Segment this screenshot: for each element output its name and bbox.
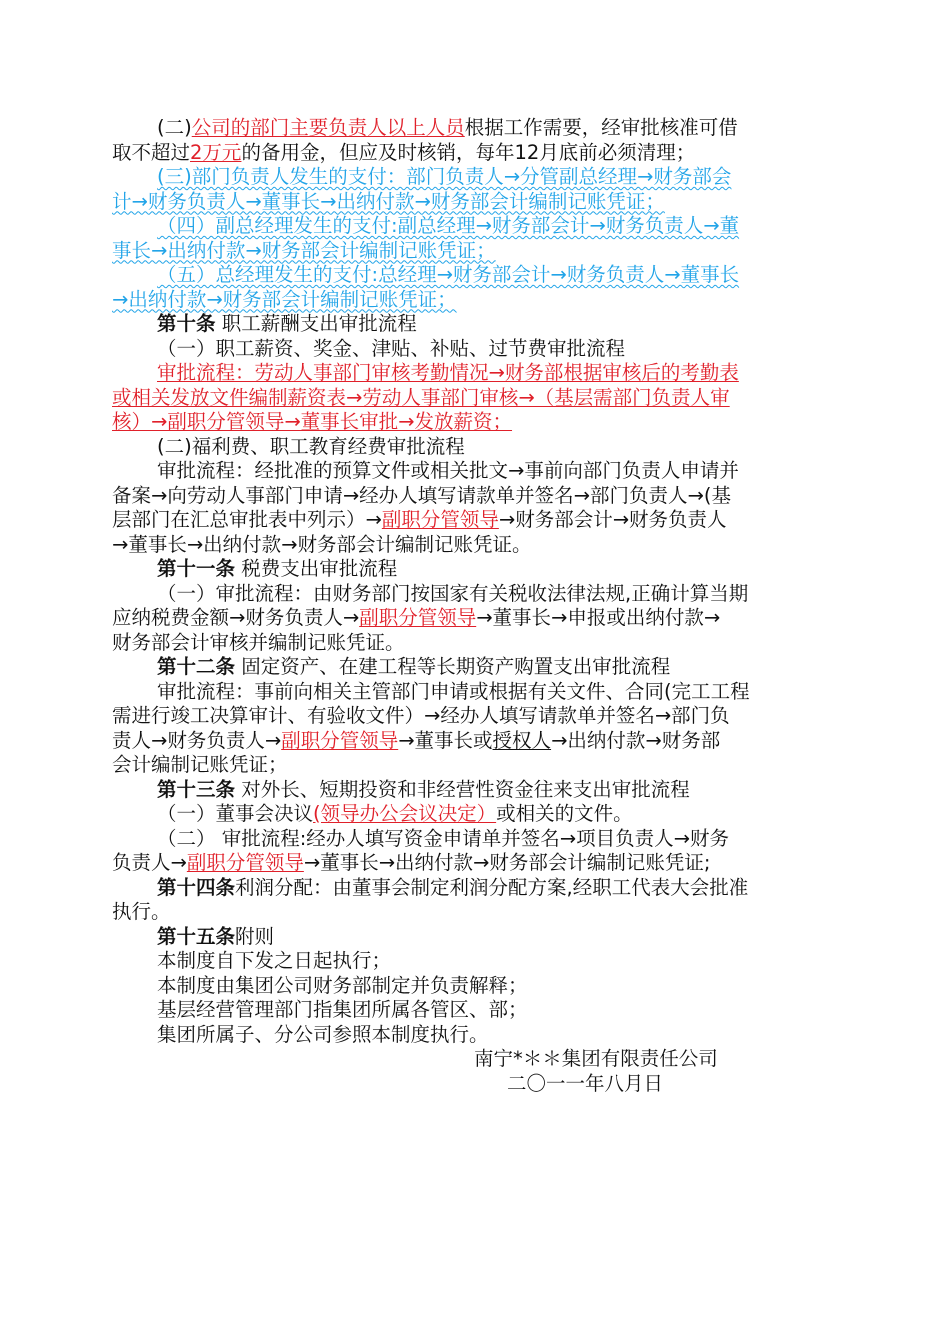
article-12-heading: [112, 655, 842, 680]
text: 需进行竣工决算审计、有验收文件）→经办人填写请款单并签名→部门负: [112, 704, 730, 727]
article-title: 固定资产、在建工程等长期资产购置支出审批流程: [241, 655, 671, 678]
subheading: (二)福利费、职工教育经费审批流程: [157, 434, 465, 458]
art11-line3: [112, 631, 842, 656]
art10-f2-line3: [112, 508, 842, 533]
art10-flow-line2: [112, 386, 842, 411]
text: →董事长或: [398, 728, 493, 752]
underlined-authorized-person: 授权人: [492, 728, 552, 752]
text: →董事长→出纳付款→财务部会计编制记账凭证。: [112, 532, 532, 556]
art13-sub1: [112, 802, 842, 827]
art12-line4: [112, 753, 842, 778]
article-number: 第十三条: [157, 777, 236, 801]
text: 备案→向劳动人事部门申请→经办人填写请款单并签名→部门负责人→(基: [112, 483, 731, 507]
paragraph-item2-line2: [112, 141, 842, 166]
subheading: （一）职工薪资、奖金、津贴、补贴、过节费审批流程: [157, 336, 626, 360]
art10-flow-line3: [112, 410, 842, 435]
article-number: 第十二条: [157, 655, 236, 678]
article-10-heading: [112, 312, 842, 337]
text: 执行。: [112, 900, 171, 923]
paragraph-item3-line2: [112, 190, 842, 215]
art10-sub1: [112, 337, 842, 362]
text: 审批流程：经批准的预算文件或相关批文→事前向部门负责人申请并: [157, 459, 739, 482]
document-page: [112, 116, 842, 1096]
article-number: 第十五条: [157, 924, 236, 948]
art13-sub2-line1: [112, 827, 842, 852]
text: （一）审批流程：由财务部门按国家有关税收法律法规,正确计算当期: [157, 581, 749, 605]
art12-line1: [112, 680, 842, 705]
text: （一）董事会决议: [157, 802, 314, 825]
text: 根据工作需要，经审批核准可借: [464, 116, 738, 139]
text: 利润分配：由董事会制定利润分配方案,经职工代表大会批准: [235, 875, 749, 899]
signature-date: [112, 1072, 842, 1097]
article-15-heading: [112, 925, 842, 950]
text: 本制度自下发之日起执行；: [157, 949, 392, 972]
list-item: [112, 1023, 842, 1048]
art10-sub2: [112, 435, 842, 460]
paragraph-item3-line1: [112, 165, 842, 190]
revision-text: 事长→出纳付款→财务部会计编制记账凭证；: [112, 238, 496, 262]
text: 会计编制记账凭证；: [112, 753, 288, 776]
article-14-line2: [112, 900, 842, 925]
article-title: 税费支出审批流程: [241, 557, 398, 580]
revision-red: 或相关发放文件编制薪资表→劳动人事部门审核→（基层需部门负责人审: [112, 385, 730, 409]
article-14-line1: [112, 876, 842, 901]
art10-f2-line2: [112, 484, 842, 509]
article-title: 职工薪酬支出审批流程: [221, 312, 417, 335]
revision-red: 核）→副职分管领导→董事长审批→发放薪资；: [112, 410, 513, 433]
highlight-deputy-leader: 副职分管领导: [359, 606, 477, 629]
text: 本制度由集团公司财务部制定并负责解释；: [157, 973, 528, 997]
paragraph-item4-line2: [112, 239, 842, 264]
revision-text: (三)部门负责人发生的支付：部门负责人→分管副总经理→财务部会: [157, 165, 732, 188]
revision-text: 计→财务负责人→董事长→出纳付款→财务部会计编制记账凭证；: [112, 189, 665, 213]
highlight-deputy-leader: 副职分管领导: [381, 508, 499, 531]
article-number: 第十条: [157, 312, 216, 335]
highlight-amount: 2万元: [190, 140, 242, 164]
item-number: (二): [157, 116, 192, 139]
text: 南宁*＊＊集团有限责任公司: [474, 1047, 718, 1070]
article-title: 对外长、短期投资和非经营性资金往来支出审批流程: [241, 777, 690, 801]
text: 二〇一一年八月日: [507, 1071, 664, 1095]
paragraph-item4-line1: [112, 214, 842, 239]
list-item: [112, 949, 842, 974]
art10-f2-line4: [112, 533, 842, 558]
article-number: 第十四条: [157, 875, 236, 899]
text: 的备用金，但应及时核销，每年12月底前必须清理；: [241, 140, 696, 164]
revision-text: （五）总经理发生的支付:总经理→财务部会计→财务负责人→董事长: [157, 263, 740, 286]
paragraph-item5-line1: [112, 263, 842, 288]
article-13-heading: [112, 778, 842, 803]
text: 集团所属子、分公司参照本制度执行。: [157, 1022, 489, 1046]
article-number: 第十一条: [157, 557, 236, 580]
text: 或相关的文件。: [496, 802, 633, 825]
text: 负责人→: [112, 851, 187, 874]
highlight-deputy-leader: 副职分管领导: [186, 851, 304, 874]
art12-line3: [112, 729, 842, 754]
text: →董事长→申报或出纳付款→: [476, 606, 721, 629]
text: →董事长→出纳付款→财务部会计编制记账凭证;: [303, 851, 711, 874]
text: 审批流程：事前向相关主管部门申请或根据有关文件、合同(完工工程: [157, 679, 750, 703]
text: 取不超过: [112, 140, 191, 164]
text: 基层经营管理部门指集团所属各管区、部；: [157, 998, 528, 1021]
article-title: 附则: [235, 924, 275, 948]
signature-company: [112, 1047, 842, 1072]
list-item: [112, 998, 842, 1023]
paragraph-item5-line2: [112, 288, 842, 313]
list-item: [112, 974, 842, 999]
article-11-heading: [112, 557, 842, 582]
paragraph-item2-line1: [112, 116, 842, 141]
text: 应纳税费金额→财务负责人→: [112, 606, 360, 629]
art10-flow-line1: [112, 361, 842, 386]
highlight-personnel: 公司的部门主要负责人以上人员: [191, 116, 465, 139]
text: 层部门在汇总审批表中列示）→: [112, 508, 382, 531]
highlight-deputy-leader: 副职分管领导: [281, 728, 399, 752]
art10-f2-line1: [112, 459, 842, 484]
highlight-meeting: (领导办公会议决定）: [313, 802, 497, 825]
art11-line2: [112, 606, 842, 631]
text: 财务部会计审核并编制记账凭证。: [112, 630, 405, 654]
text: →出纳付款→财务部: [551, 728, 721, 752]
text: （二） 审批流程:经办人填写资金申请单并签名→项目负责人→财务: [157, 826, 729, 850]
revision-text: →出纳付款→财务部会计编制记账凭证；: [112, 287, 457, 311]
art13-sub2-line2: [112, 851, 842, 876]
text: 责人→财务负责人→: [112, 728, 282, 752]
art12-line2: [112, 704, 842, 729]
revision-text: （四）副总经理发生的支付:副总经理→财务部会计→财务负责人→董: [157, 214, 740, 237]
text: →财务部会计→财务负责人: [498, 508, 727, 531]
art11-line1: [112, 582, 842, 607]
revision-red: 审批流程：劳动人事部门审核考勤情况→财务部根据审核后的考勤表: [157, 361, 739, 384]
